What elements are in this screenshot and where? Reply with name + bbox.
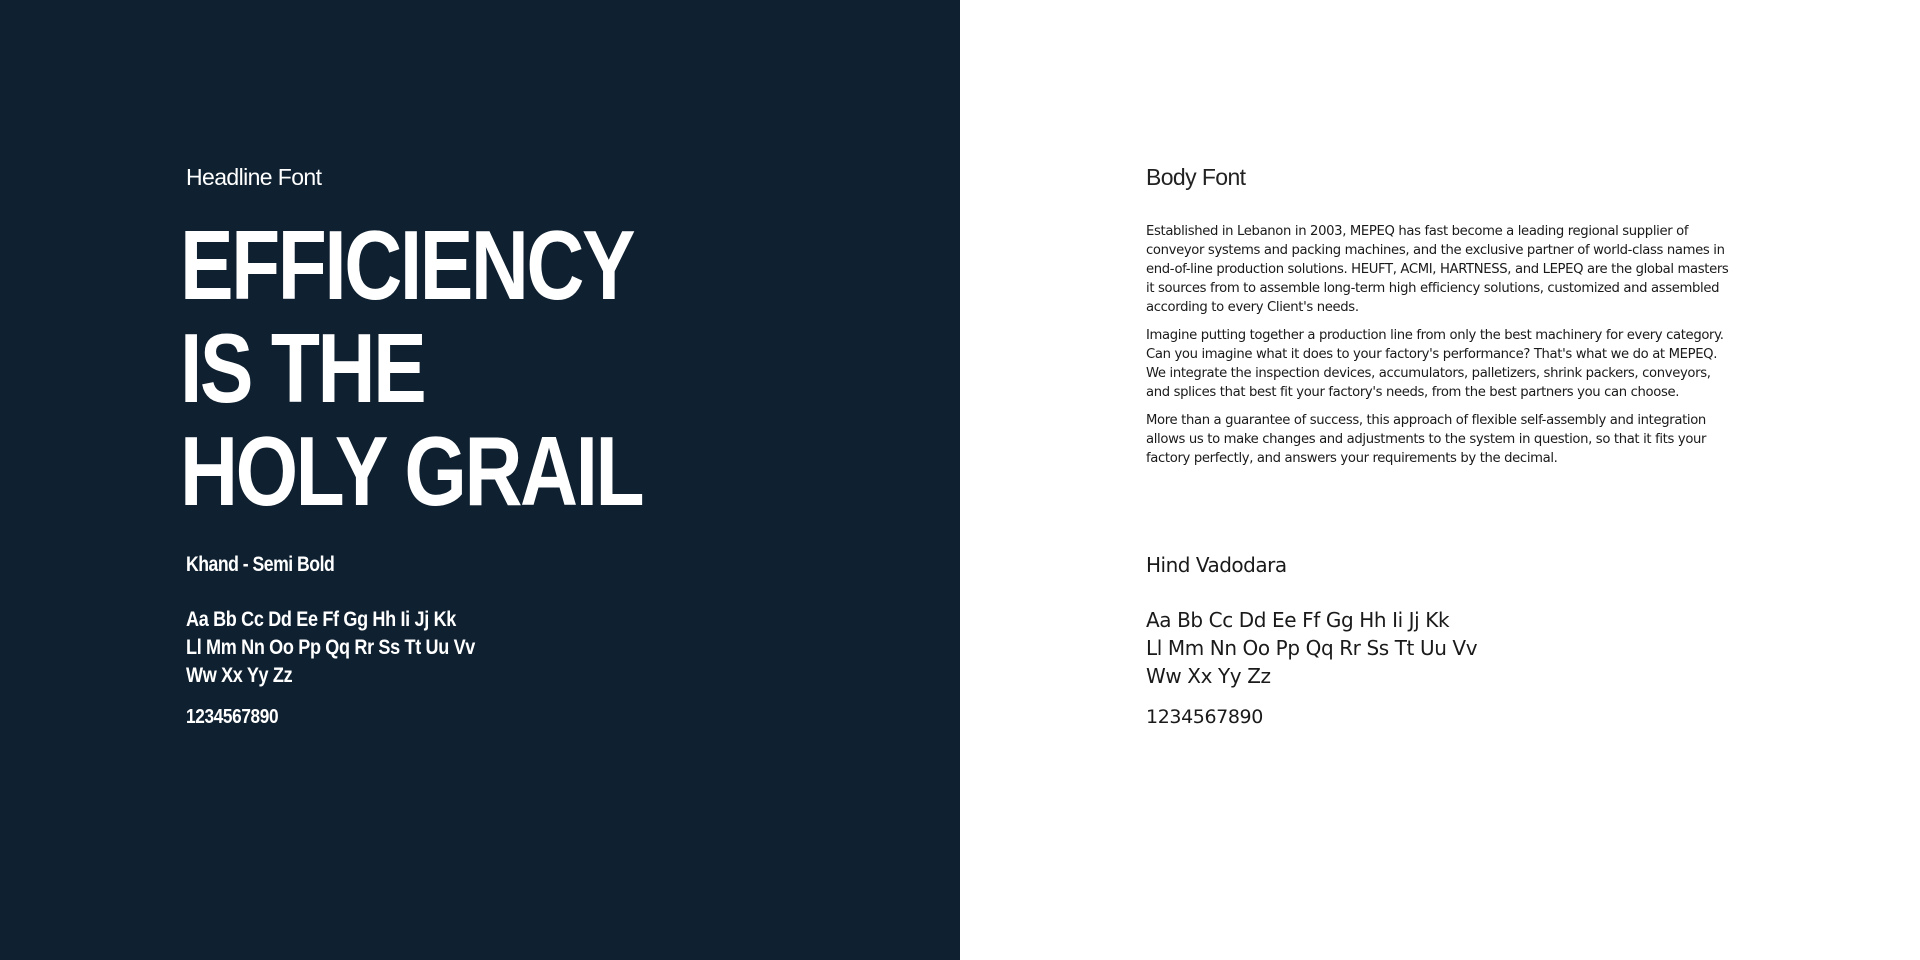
body-alphabet-sample	[1146, 606, 1477, 690]
headline-sample	[180, 210, 643, 526]
body-paragraph: Established in Lebanon in 2003, MEPEQ has fast become a leading regional supplier of conveyor systems and packing machines, and the exclusive partner of world-class names in end-of-line production solutions. HEUFT, ACMI, HARTNESS, and LEPEQ are the global masters it sources from to assemble long-term high efficiency solutions, customized and assembled according to every Client's needs.	[1146, 224, 1729, 315]
alphabet-line: Ww Xx Yy Zz	[1146, 664, 1271, 688]
body-numerals-sample: 1234567890	[1146, 706, 1263, 728]
body-paragraph: More than a guarantee of success, this approach of flexible self-assembly and integration allows us to make changes and adjustments to the system in question, so that it fits your factory perfectly, and answers your requirements by the decimal.	[1146, 413, 1707, 466]
headline-numerals-sample: 1234567890	[186, 706, 279, 728]
body-font-panel	[960, 0, 1920, 960]
headline-font-name: Khand - Semi Bold	[186, 553, 335, 576]
alphabet-line: Ll Mm Nn Oo Pp Qq Rr Ss Tt Uu Vv	[186, 636, 476, 659]
alphabet-line: Ll Mm Nn Oo Pp Qq Rr Ss Tt Uu Vv	[1146, 636, 1478, 660]
alphabet-line: Aa Bb Cc Dd Ee Ff Gg Hh Ii Jj Kk	[1146, 608, 1450, 632]
headline-line: HOLY GRAIL	[180, 416, 643, 526]
headline-font-label: Headline Font	[186, 164, 322, 190]
headline-line: EFFICIENCY	[180, 210, 634, 320]
alphabet-line: Aa Bb Cc Dd Ee Ff Gg Hh Ii Jj Kk	[186, 608, 456, 631]
headline-line: IS THE	[180, 313, 425, 423]
headline-alphabet-sample	[186, 606, 475, 690]
body-paragraph: Imagine putting together a production line from only the best machinery for every category. Can you imagine what it does to your factory's performance? That's what we do at MEPEQ. We integrate the inspection devices, accumulators, palletizers, shrink packers, conveyors, and splices that best fit your factory's needs, from the best partners you can choose.	[1146, 328, 1724, 400]
body-font-name: Hind Vadodara	[1146, 553, 1287, 577]
body-copy-sample	[1146, 222, 1734, 477]
alphabet-line: Ww Xx Yy Zz	[186, 664, 293, 687]
body-font-label: Body Font	[1146, 164, 1246, 190]
